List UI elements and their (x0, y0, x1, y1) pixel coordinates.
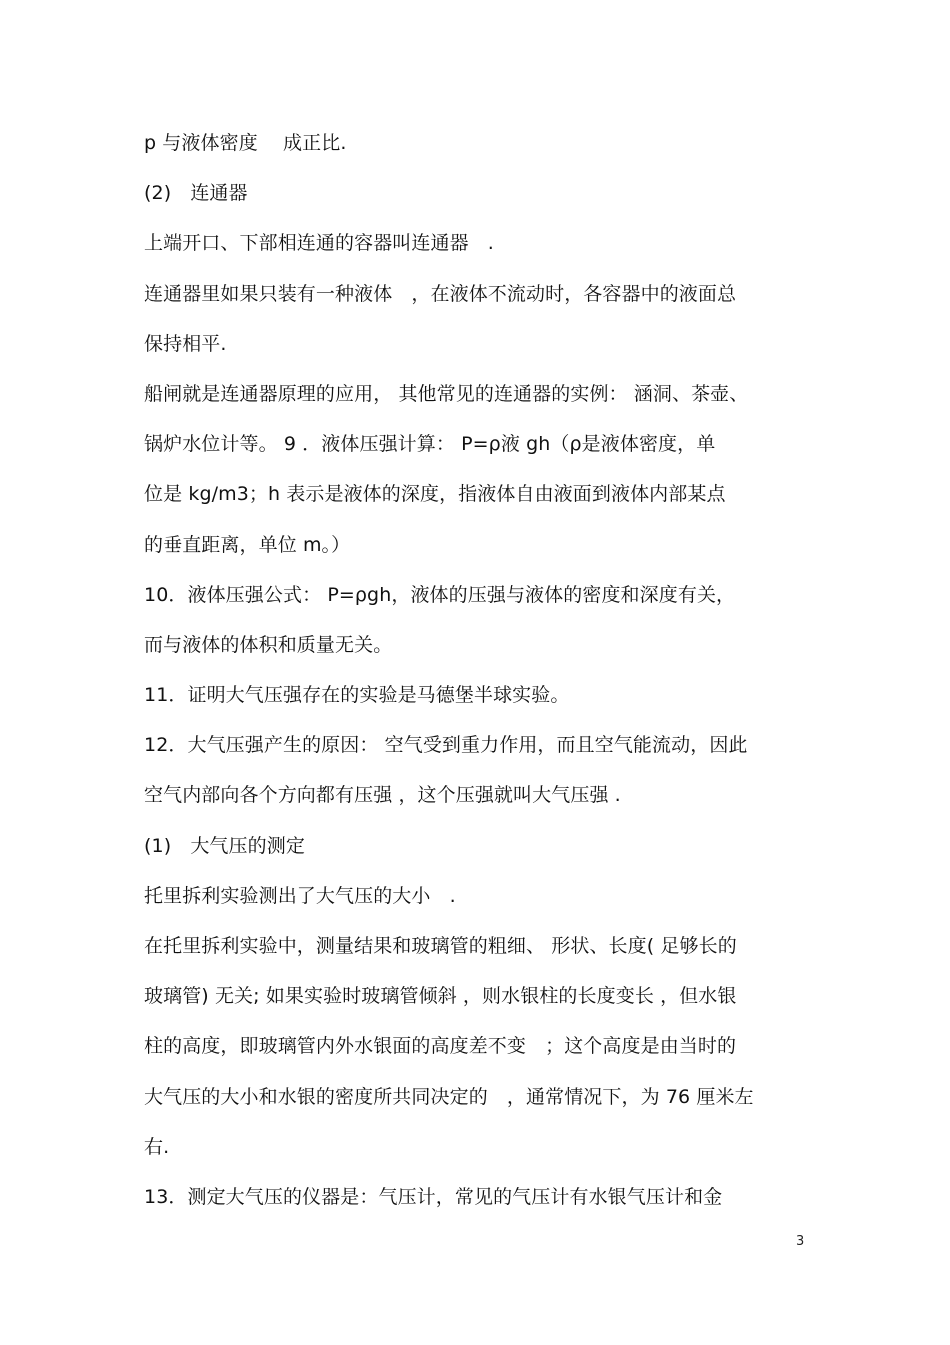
text-line: 13．测定大气压的仪器是：气压计，常见的气压计有水银气压计和金 (144, 1185, 723, 1208)
text-line: 保持相平. (144, 332, 227, 355)
text-line: 的垂直距离，单位 m。） (144, 533, 351, 556)
text-line: 托里拆利实验测出了大气压的大小 . (144, 884, 456, 907)
text-line: 大气压的大小和水银的密度所共同决定的 ，通常情况下，为 76 厘米左 (144, 1085, 754, 1108)
text-line: p 与液体密度 成正比. (144, 132, 347, 154)
text-line: 连通器里如果只装有一种液体 ，在液体不流动时，各容器中的液面总 (144, 282, 737, 305)
text-line: 柱的高度，即玻璃管内外水银面的高度差不变 ；这个高度是由当时的 (144, 1035, 737, 1058)
text-line: 锅炉水位计等。 9 ．液体压强计算： P=ρ液 gh（ρ是液体密度，单 (144, 433, 716, 456)
document-body (144, 118, 812, 1222)
text-line: 11．证明大气压强存在的实验是马德堡半球实验。 (144, 684, 570, 707)
text-line: 右. (144, 1135, 170, 1158)
text-line: (1) 大气压的测定 (144, 834, 305, 857)
text-line: 上端开口、下部相连通的容器叫连通器 . (144, 232, 494, 255)
page-number: 3 (796, 1234, 805, 1249)
text-line: (2) 连通器 (144, 182, 248, 205)
text-line: 而与液体的体积和质量无关。 (144, 633, 393, 656)
text-line: 空气内部向各个方向都有压强 ，这个压强就叫大气压强 . (144, 784, 621, 807)
text-line: 在托里拆利实验中，测量结果和玻璃管的粗细、 形状、长度( 足够长的 (144, 935, 737, 957)
text-line: 10．液体压强公式： P=ρgh，液体的压强与液体的密度和深度有关， (144, 583, 736, 606)
text-line: 12．大气压强产生的原因： 空气受到重力作用，而且空气能流动，因此 (144, 734, 748, 757)
text-line: 船闸就是连通器原理的应用， 其他常见的连通器的实例： 涵洞、茶壶、 (144, 382, 749, 405)
text-line: 玻璃管) 无关; 如果实验时玻璃管倾斜 ，则水银柱的长度变长 ，但水银 (144, 985, 737, 1008)
text-line: 位是 kg/m3；h 表示是液体的深度，指液体自由液面到液体内部某点 (144, 483, 726, 506)
